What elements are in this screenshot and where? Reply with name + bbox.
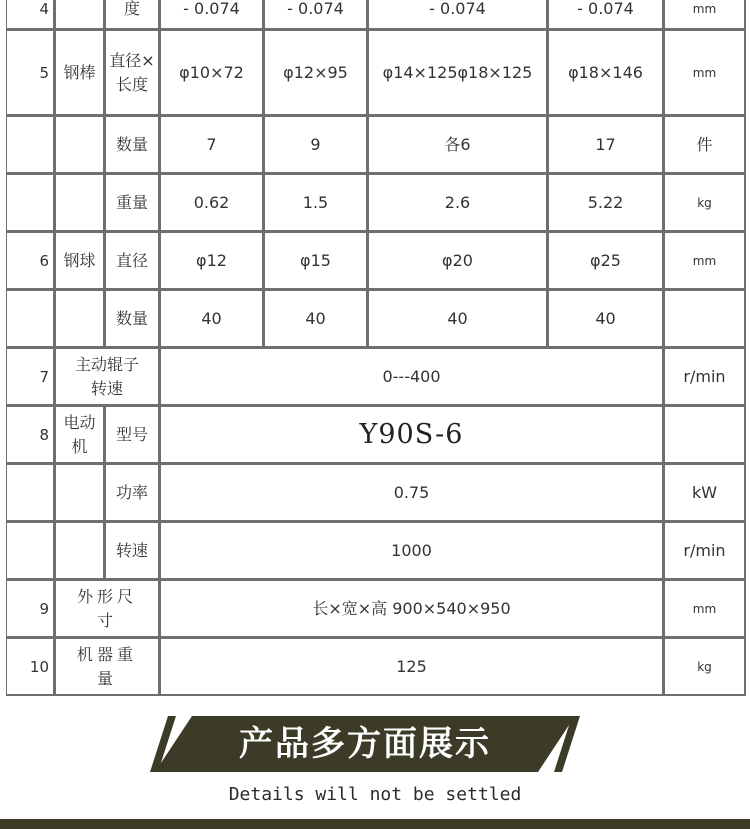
table-row <box>6 464 746 522</box>
cell-unit <box>664 406 746 464</box>
row-sublabel: 重量 <box>105 174 160 232</box>
row-sublabel: 功率 <box>105 464 160 522</box>
table-row <box>6 522 746 580</box>
row-group-label: 钢棒 <box>55 30 105 116</box>
cell-value: 7 <box>160 116 264 174</box>
table-row <box>6 580 746 638</box>
section-banner <box>150 716 580 772</box>
cell-value: φ20 <box>368 232 548 290</box>
row-label: 外形尺寸 <box>55 580 160 638</box>
row-sublabel: 直径×长度 <box>105 30 160 116</box>
row-number: 5 <box>6 30 55 116</box>
cell-unit: r/min <box>664 522 746 580</box>
row-number: 8 <box>6 406 55 464</box>
cell-unit: mm <box>664 30 746 116</box>
row-number: 4 <box>6 0 55 30</box>
row-label: 主动辊子转速 <box>55 348 160 406</box>
table-row <box>6 348 746 406</box>
banner-title: 产品多方面展示 <box>239 724 491 764</box>
cell-value: 0---400 <box>160 348 664 406</box>
row-sublabel: 度 <box>105 0 160 30</box>
cell-unit: mm <box>664 580 746 638</box>
row-sublabel: 直径 <box>105 232 160 290</box>
cell-value: 1000 <box>160 522 664 580</box>
cell-value: 1.5 <box>264 174 368 232</box>
cell-value: 2.6 <box>368 174 548 232</box>
table-row <box>6 232 746 290</box>
subtitle: Details will not be settled <box>228 784 522 805</box>
table-row <box>6 290 746 348</box>
cell-value: 40 <box>368 290 548 348</box>
cell-unit: mm <box>664 0 746 30</box>
row-sublabel: 型号 <box>105 406 160 464</box>
table-row <box>6 116 746 174</box>
cell-value: 长×宽×高 900×540×950 <box>160 580 664 638</box>
row-number: 10 <box>6 638 55 696</box>
cell-value: - 0.074 <box>548 0 664 30</box>
cell-unit <box>664 290 746 348</box>
cell-value: 各6 <box>368 116 548 174</box>
row-label: 机器重量 <box>55 638 160 696</box>
cell-unit: kg <box>664 638 746 696</box>
cell-value: φ10×72 <box>160 30 264 116</box>
row-group-label: 钢球 <box>55 232 105 290</box>
row-sublabel: 数量 <box>105 116 160 174</box>
table-row <box>6 0 746 30</box>
table-row <box>6 30 746 116</box>
cell-unit: r/min <box>664 348 746 406</box>
cell-value: φ18×146 <box>548 30 664 116</box>
table-row <box>6 174 746 232</box>
cell-unit: mm <box>664 232 746 290</box>
cell-unit: 件 <box>664 116 746 174</box>
cell-value: - 0.074 <box>368 0 548 30</box>
cell-value: φ12×95 <box>264 30 368 116</box>
cell-value: - 0.074 <box>160 0 264 30</box>
cell-value: 40 <box>264 290 368 348</box>
cell-value: φ25 <box>548 232 664 290</box>
table-row <box>6 406 746 464</box>
bottom-bar <box>0 819 750 829</box>
cell-value: 5.22 <box>548 174 664 232</box>
row-sublabel: 转速 <box>105 522 160 580</box>
cell-value: φ12 <box>160 232 264 290</box>
cell-value: φ15 <box>264 232 368 290</box>
row-group-label: 电动机 <box>55 406 105 464</box>
table-row <box>6 638 746 696</box>
cell-value: 0.62 <box>160 174 264 232</box>
cell-value: 9 <box>264 116 368 174</box>
cell-value: 0.75 <box>160 464 664 522</box>
spec-table <box>6 0 746 696</box>
cell-value: 125 <box>160 638 664 696</box>
row-number: 9 <box>6 580 55 638</box>
cell-value: - 0.074 <box>264 0 368 30</box>
cell-unit: kW <box>664 464 746 522</box>
motor-model-value: Y90S-6 <box>160 406 664 464</box>
cell-value: 40 <box>160 290 264 348</box>
cell-value: φ14×125φ18×125 <box>368 30 548 116</box>
cell-value: 17 <box>548 116 664 174</box>
row-sublabel: 数量 <box>105 290 160 348</box>
cell-unit: kg <box>664 174 746 232</box>
row-number: 6 <box>6 232 55 290</box>
row-number: 7 <box>6 348 55 406</box>
cell-value: 40 <box>548 290 664 348</box>
